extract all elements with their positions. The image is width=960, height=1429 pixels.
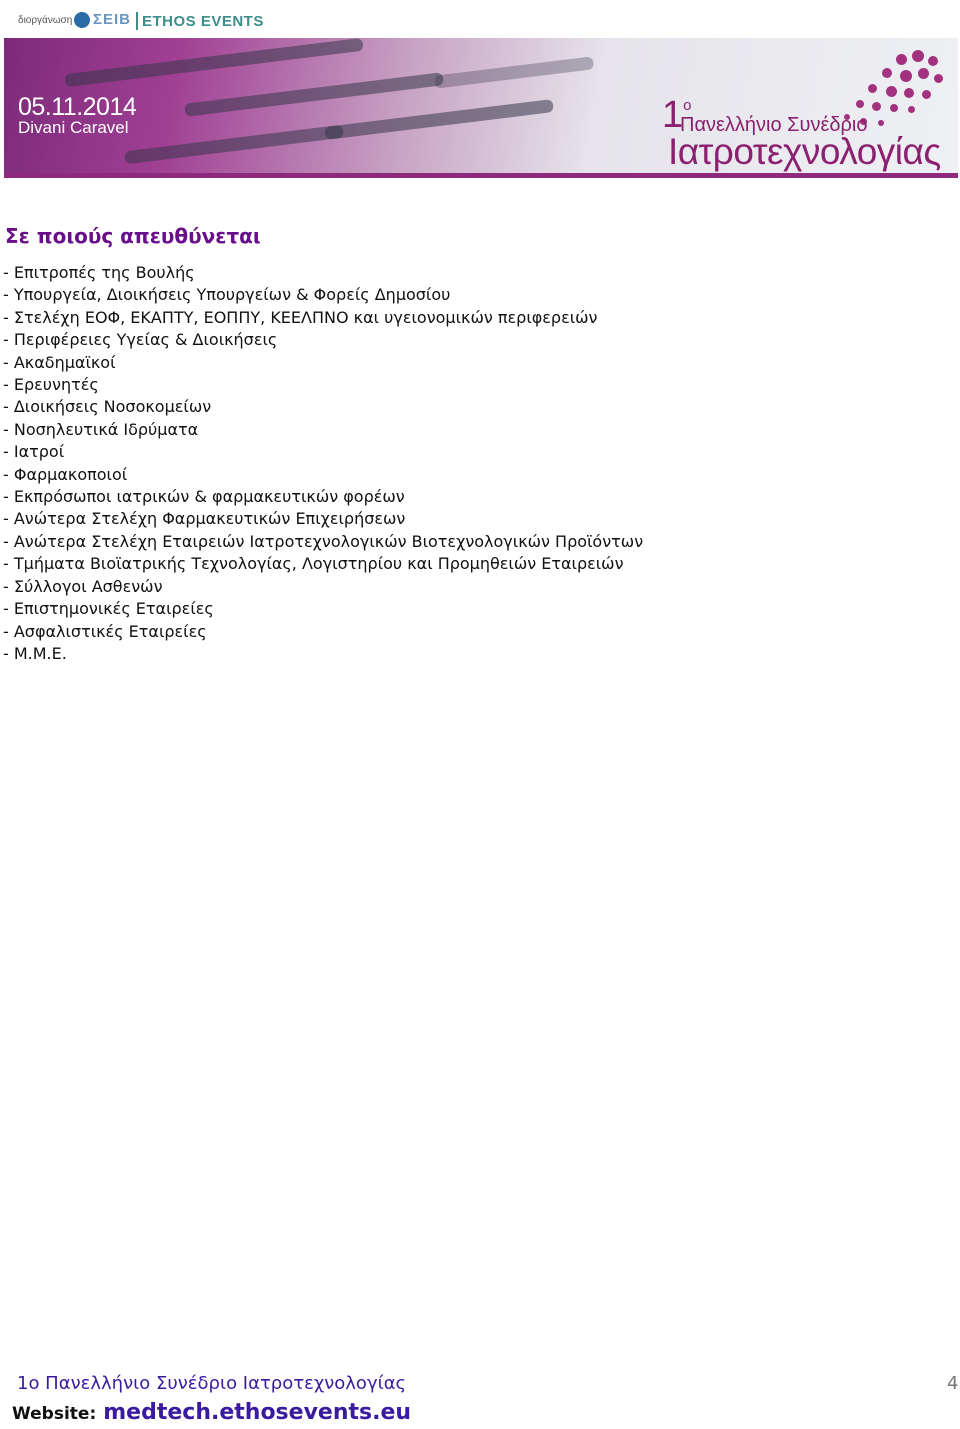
banner-date: 05.11.2014 (18, 93, 137, 121)
list-item: - Μ.Μ.Ε. (3, 643, 67, 663)
organizer-label: διοργάνωση (18, 15, 73, 26)
footer-conference-name: 1ο Πανελλήνιο Συνέδριο Ιατροτεχνολογίας (17, 1373, 407, 1394)
banner-underline (4, 173, 958, 178)
list-item: - Διοικήσεις Νοσοκομείων (3, 397, 212, 417)
ethos-events-logo: ETHOS EVENTS (142, 13, 264, 30)
logo-strip (0, 0, 960, 38)
website-label: Website: (12, 1404, 97, 1424)
banner-venue: Divani Caravel (18, 118, 129, 137)
seib-logo-text: ΣΕΙΒ (93, 11, 132, 28)
list-item: - Ασφαλιστικές Εταιρείες (3, 621, 207, 641)
list-item: - Ιατροί (3, 442, 65, 462)
list-item: - Στελέχη ΕΟΦ, ΕΚΑΠΤΥ, ΕΟΠΠΥ, ΚΕΕΛΠΝΟ και υγειονομικών περιφερειών (3, 307, 598, 327)
list-item: - Ανώτερα Στελέχη Φαρμακευτικών Επιχειρήσεων (3, 509, 406, 529)
footer-website (12, 1400, 411, 1425)
list-item: - Ερευνητές (3, 375, 99, 395)
banner-streak (434, 56, 594, 88)
conference-banner (4, 38, 958, 178)
list-item: - Ακαδημαϊκοί (3, 352, 116, 372)
section-title: Σε ποιούς απευθύνεται (5, 224, 261, 248)
banner-streak (64, 38, 363, 87)
list-item: - Υπουργεία, Διοικήσεις Υπουργείων & Φορείς Δημοσίου (3, 285, 451, 305)
banner-streak (324, 99, 554, 140)
banner-streak (124, 125, 344, 165)
logo-divider (136, 12, 138, 30)
website-link[interactable]: medtech.ethosevents.eu (103, 1400, 412, 1425)
banner-streak (184, 72, 444, 117)
list-item: - Φαρμακοποιοί (3, 464, 128, 484)
conference-title-line2: Ιατροτεχνολογίας (668, 131, 941, 172)
conference-title-line1: Πανελλήνιο Συνέδριο (680, 114, 868, 136)
seib-logo-icon (74, 12, 90, 28)
list-item: - Επιστημονικές Εταιρείες (3, 599, 214, 619)
list-item: - Σύλλογοι Ασθενών (3, 576, 163, 596)
list-item: - Ανώτερα Στελέχη Εταιρειών Ιατροτεχνολογικών Βιοτεχνολογικών Προϊόντων (3, 531, 644, 551)
list-item: - Περιφέρειες Υγείας & Διοικήσεις (3, 330, 278, 350)
page-number: 4 (947, 1373, 959, 1394)
list-item: - Επιτροπές της Βουλής (3, 263, 195, 282)
list-item: - Τμήματα Βιοϊατρικής Τεχνολογίας, Λογιστηρίου και Προμηθειών Εταιρειών (3, 554, 624, 574)
conference-ordinal: $1^o$ (662, 94, 692, 136)
list-item: - Εκπρόσωποι ιατρικών & φαρμακευτικών φορέων (3, 487, 405, 507)
list-item: - Νοσηλευτικά Ιδρύματα (3, 419, 199, 439)
audience-list (3, 262, 643, 665)
seib-logo (74, 11, 131, 28)
